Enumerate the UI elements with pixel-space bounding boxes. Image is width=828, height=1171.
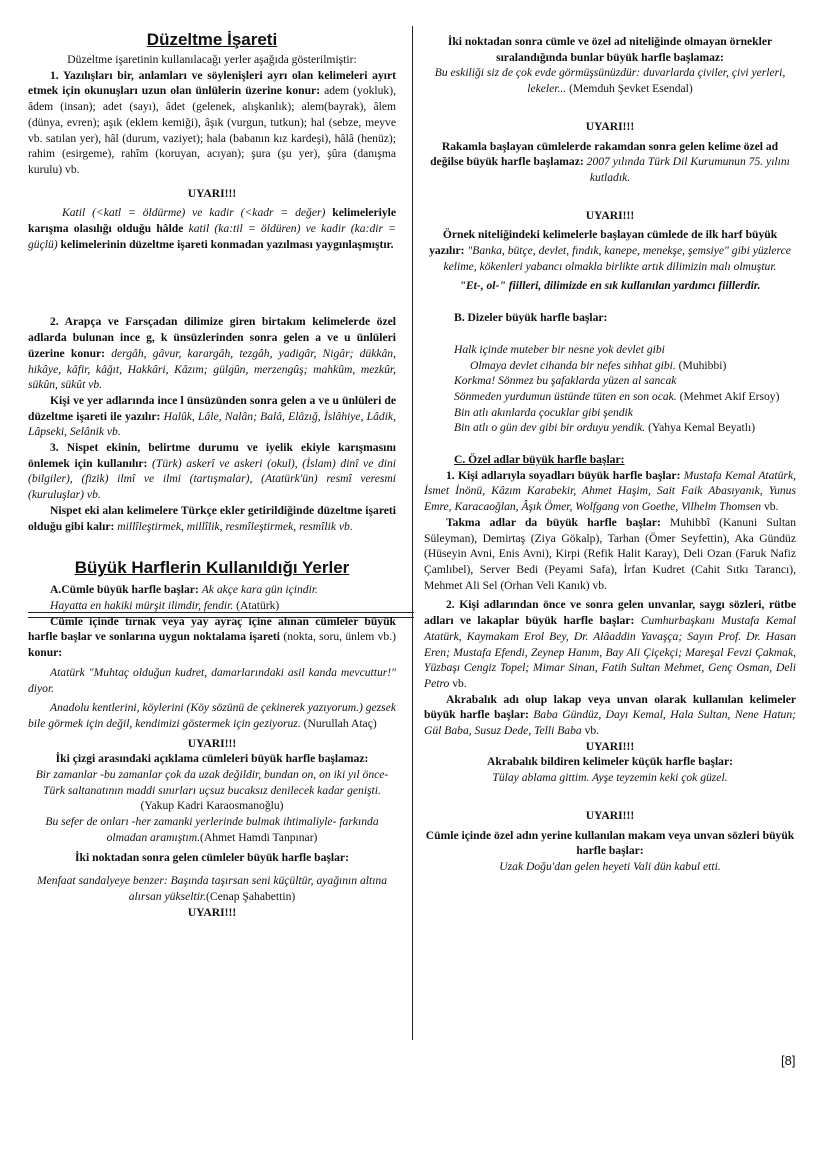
rule-c3: Akrabalık adı olup lakap veya unvan olarak kullanılan kelimeler büyük harfle başlar: Baba Gündüz, Dayı Kemal, Hala Sultan, Nene Hatun; Gül Baba, Susuz Dede, Telli Baba vb.	[424, 692, 796, 738]
rule-quote-example-1: Atatürk "Muhtaç olduğun kudret, damarlarındaki asil kanda mevcuttur!" diyor.	[28, 665, 396, 695]
verse-line-5: Bin atlı akınlarda çocuklar gibi şendik	[454, 405, 633, 419]
warning-heading: UYARI!!!	[585, 119, 635, 133]
rule-quote-example-2: Anadolu kentlerini, köylerini (Köy sözünü de çekinerek yazıyorum.) gezsek bile görmek için değil, kendimizi göstermek için geziyoruz. (Nurullah Ataç)	[28, 701, 396, 730]
warning-heading: UYARI!!!	[187, 736, 237, 750]
warning-2-example-2: Bu sefer de onları -her zamanki yerlerinde bulmak ihtimaliyle- farkında olmadan aramıştım.(Ahmet Hamdi Tanpınar)	[45, 815, 379, 844]
warning-1-text: Katil (<katl = öldürme) ve kadir (<kadr = değer) kelimeleriyle karışma olasılığı olduğu hâlde katil (ka:til = öldüren) ve kadir (ka:dir = güçlü) kelimelerinin düzeltme işareti konmadan yazılması yaygınlaşmıştır.	[28, 206, 397, 251]
verse-line-1: Halk içinde muteber bir nesne yok devlet gibi	[454, 342, 665, 356]
rule-2b: Kişi ve yer adlarında ince l ünsüzünden sonra gelen a ve u ünlüleri de düzeltme işareti ile yazılır: Halûk, Lâle, Nalân; Balâ, Elâzığ, İslâhiye, Lâdik, Lâpseki, Selânik vb.	[28, 393, 396, 439]
rule-1: 1. Yazılışları bir, anlamları ve söylenişleri ayrı olan kelimeleri ayırt etmek için okunuşları uzun olan ünlülerin üzerine konur: adem (yokluk), âdem (insan); adet (sayı), âdet (gelenek, alışkanlık); alem(bayrak), âlem (dünya, evren); aşık (eklem kemiği), âşık (vurgun, tutkun); hal (sebze, meyve vb. satılan yer), hâl (durum, vaziyet); hala (babanın kız kardeşi), hâlâ (henüz); rahim (esirgeme), rahîm (koruyan, acıyan); şura (şu yer), şûra (danışma kurulu) vb.	[28, 68, 396, 176]
warning-2-text: İki çizgi arasındaki açıklama cümleleri büyük harfle başlamaz:	[55, 752, 369, 766]
warning-7-text: Cümle içinde özel adın yerine kullanılan makam veya unvan sözleri büyük harfle başlar:	[425, 828, 795, 858]
colon-rule-example: Menfaat sandalyeye benzer: Başında taşırsan seni küçültür, ayağının altına alırsan yükseltir.(Cenap Şahabettin)	[36, 874, 388, 903]
right-column	[424, 26, 796, 875]
section-title-duzeltme: Düzeltme İşareti	[146, 30, 278, 49]
warning-2-example-1: Bir zamanlar -bu zamanlar çok da uzak değildir, bundan on, on iki yıl önce- Türk saltanatının maddi sınırları uçsuz bucaksız denilecek kadar genişti. (Yakup Kadri Karaosmanoğlu)	[35, 768, 389, 813]
rule-a: A.Cümle büyük harfle başlar: Ak akçe kara gün içindir.	[50, 583, 318, 597]
rule-c2: 2. Kişi adlarından önce ve sonra gelen unvanlar, saygı sözleri, rütbe adları ve lakaplar büyük harfle başlar: Cumhurbaşkanı Mustafa Kemal Atatürk, Kaymakam Erol Bey, Dr. Alâaddin Yavaşça; Sayın Prof. Dr. Hasan Eren; Mustafa Efendi, Zeynep Hanım, Bay Ali Çiçekçi; Mareşal Fevzi Çakmak, Yüzbaşı Cengiz Topel; Mimar Sinan, Fatih Sultan Mehmet, Genç Osman, Deli Petro vb.	[424, 598, 796, 690]
warning-heading: UYARI!!!	[585, 208, 635, 222]
verse-line-6: Bin atlı o gün dev gibi bir orduyu yendik. (Yahya Kemal Beyatlı)	[454, 421, 756, 435]
warning-heading: UYARI!!!	[187, 186, 237, 200]
warning-5-note: "Et-, ol-" fiilleri, dilimizde en sık kullanılan yardımcı fiillerdir.	[459, 279, 761, 293]
verse-line-3: Korkma! Sönmez bu şafaklarda yüzen al sancak	[454, 374, 677, 388]
rule-4: Nispet eki alan kelimelere Türkçe ekler getirildiğinde düzeltme işareti olduğu gibi kalır: millîleştirmek, millîlik, resmîleştirmek, resmîlik vb.	[28, 503, 396, 533]
rule-a-example: Hayatta en hakiki mürşit ilimdir, fendir. (Atatürk)	[50, 598, 280, 612]
colon-rule-heading: İki noktadan sonra gelen cümleler büyük harfle başlar:	[75, 850, 349, 864]
rule-quote: Cümle içinde tırnak veya yay ayraç içine alınan cümleler büyük harfle başlar ve sonlarına uygun noktalama işareti (nokta, soru, ünlem vb.) konur:	[28, 614, 396, 660]
rule-3: 3. Nispet ekinin, belirtme durumu ve iyelik ekiyle karışmasını önlemek için kullanılır: (Türk) askerî ve askeri (okul), (İslam) dinî ve dini (bilgiler), (fizik) ilmî ve ilmi (tartışmalar), (Atatürk'ün) resmî veresmi (kuruluşlar) vb.	[28, 441, 397, 502]
rule-c1b: Takma adlar da büyük harfle başlar: Muhibbî (Kanuni Sultan Süleyman), Demirtaş (Ziya Gökalp), Tarhan (Ömer Seyfettin), Aka Gündüz (Hüseyin Avni, Enis Avni), Kirpi (Refik Halit Karay), Deli Ozan (Faruk Nafiz Çamlıbel), Server Bedi (Peyami Safa), İrfan Kudret (Cahit Sıtkı Tarancı), Mehmet Ali Sel (Orhan Veli Kanık) vb.	[424, 515, 796, 592]
rule-c1: 1. Kişi adlarıyla soyadları büyük harfle başlar: Mustafa Kemal Atatürk, İsmet İnönü, Kâzım Karabekir, Ahmet Haşim, Sait Faik Abasıyanık, Yunus Emre, Karacaoğlan, Âşık Ömer, Wolfgang von Goethe, Vilhelm Thomsen vb.	[424, 468, 796, 514]
warning-7-example: Uzak Doğu'dan gelen heyeti Vali dün kabul etti.	[499, 859, 721, 873]
warning-heading: UYARI!!!	[585, 739, 635, 753]
page-number: [8]	[781, 1053, 796, 1068]
warning-6-text: Akrabalık bildiren kelimeler küçük harfle başlar:	[487, 755, 733, 769]
verse-line-4: Sönmeden yurdumun üstünde tüten en son ocak. (Mehmet Akif Ersoy)	[454, 389, 780, 403]
verse-line-2: Olmaya devlet cihanda bir nefes sıhhat gibi. (Muhibbi)	[470, 358, 727, 372]
warning-4-text: Rakamla başlayan cümlelerde rakamdan sonra gelen kelime özel ad değilse büyük harfle başlamaz: 2007 yılında Türk Dil Kurumunun 75. yılını kutladık.	[430, 139, 790, 184]
section-title-buyuk-harf: Büyük Harflerin Kullanıldığı Yerler	[74, 558, 350, 578]
rule-b-heading: B. Dizeler büyük harfle başlar:	[454, 311, 608, 325]
rule-c-heading: C. Özel adlar büyük harfle başlar:	[454, 453, 625, 467]
intro-text: Düzeltme işaretinin kullanılacağı yerler aşağıda gösterilmiştir:	[67, 53, 357, 66]
rule-2: 2. Arapça ve Farsçadan dilimize giren birtakım kelimelerde özel adlarda bulunan ince g, k ünsüzlerinden sonra gelen a ve u ünlüleri üzerine konur: dergâh, gâvur, karargâh, tezgâh, yadigâr, Nigâr; dükkân, hikâye, kâfir, kâğıt, Hakkâri, Kâzım; gülgûn, merzengûş; mahkûm, mezkûr, sükûn, sükût vb.	[28, 315, 397, 392]
left-column	[28, 26, 396, 920]
warning-heading: UYARI!!!	[187, 905, 237, 919]
warning-3-text: İki noktadan sonra cümle ve özel ad niteliğinde olmayan örnekler sıralandığında bunlar büyük harfle başlamaz:	[447, 35, 773, 64]
warning-6-example: Tülay ablama gittim. Ayşe teyzemin keki çok güzel.	[492, 771, 728, 785]
warning-heading: UYARI!!!	[585, 808, 635, 822]
warning-3-example: Bu eskiliği siz de çok evde görmüşsünüzdür: duvarlarda çiviler, çivi yerleri, lekeler... (Memduh Şevket Esendal)	[434, 66, 786, 96]
column-divider	[412, 26, 413, 1040]
warning-5-text: Örnek niteliğindeki kelimelerle başlayan cümlede de ilk harf büyük yazılır: "Banka, bütçe, devlet, fındık, kanepe, menekşe, şemsiye" gibi yüzlerce kelime, kökenleri yabancı olmakla birlikte artık dilimizin malı olmuştur.	[429, 228, 791, 273]
